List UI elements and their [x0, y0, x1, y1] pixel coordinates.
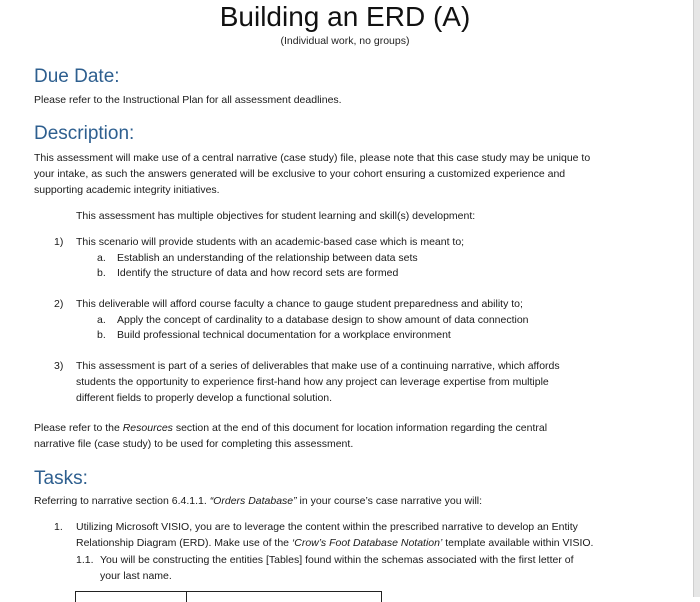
due-date-heading: Due Date:: [34, 66, 120, 87]
description-heading: Description:: [34, 123, 135, 144]
resources-text: Please refer to the: [34, 422, 123, 434]
task-text: [76, 535, 593, 551]
objectives-intro: This assessment has multiple objectives for student learning and skill(s) development:: [76, 210, 476, 222]
tasks-intro: [34, 493, 649, 509]
list-item-text: This deliverable will afford course faculty a chance to gauge student preparedness and ability to;: [76, 298, 523, 310]
resources-link-text: Resources: [122, 422, 173, 434]
sub-item-letter: b.: [97, 329, 106, 341]
sub-item-letter: a.: [97, 252, 106, 264]
description-line-3: supporting academic integrity initiatives.: [34, 184, 220, 196]
description-line-2: your intake, as such the answers generated will be exclusive to your cohort ensuring a customized experience and: [34, 168, 566, 180]
task-text-part: template available within VISIO.: [442, 537, 594, 549]
list-item-text: students the opportunity to experience first-hand how any project can leverage expertise from multiple: [76, 376, 549, 388]
resources-text: section at the end of this document for location information regarding the central: [172, 422, 548, 434]
sub-item-text: Apply the concept of cardinality to a database design to show amount of data connection: [117, 314, 529, 326]
task-text: Utilizing Microsoft VISIO, you are to leverage the content within the prescribed narrative to develop an Entity: [76, 521, 578, 533]
resources-line-2: narrative file (case study) to be used for completing this assessment.: [34, 438, 354, 450]
list-item-number: 3): [54, 360, 64, 372]
sub-item-letter: b.: [97, 267, 106, 279]
sub-item-letter: a.: [97, 314, 106, 326]
tasks-heading: Tasks:: [34, 468, 88, 489]
document-title: Building an ERD (A): [219, 1, 471, 32]
sub-item-text: Build professional technical documentation for a workplace environment: [117, 329, 451, 341]
task-text-part: Relationship Diagram (ERD). Make use of the: [76, 537, 292, 549]
document-subtitle: (Individual work, no groups): [280, 35, 410, 47]
tasks-intro-emphasis: “Orders Database”: [209, 495, 297, 507]
description-line-1: This assessment will make use of a central narrative (case study) file, please note that this case study may be unique to: [34, 152, 591, 164]
resources-paragraph: [34, 420, 649, 436]
subtask-text: your last name.: [100, 570, 172, 582]
task-text-emphasis: ‘Crow’s Foot Database Notation’: [291, 537, 443, 549]
list-item-text: This assessment is part of a series of deliverables that make use of a continuing narrative, which affords: [76, 360, 560, 372]
sub-item-text: Identify the structure of data and how record sets are formed: [117, 267, 399, 279]
tasks-intro-text: in your course’s case narrative you will:: [296, 495, 483, 507]
list-item-text: different fields to properly develop a functional solution.: [76, 392, 333, 404]
task-number: 1.: [54, 521, 63, 533]
due-date-text: Please refer to the Instructional Plan for all assessment deadlines.: [34, 94, 342, 106]
sub-item-text: Establish an understanding of the relationship between data sets: [117, 252, 418, 264]
subtask-number: 1.1.: [76, 554, 94, 566]
list-item-number: 2): [54, 298, 64, 310]
page-edge: [693, 0, 700, 597]
tasks-intro-text: Referring to narrative section 6.4.1.1.: [34, 495, 210, 507]
table-column-divider: [186, 592, 187, 602]
list-item-text: This scenario will provide students with an academic-based case which is meant to;: [76, 236, 465, 248]
subtask-text: You will be constructing the entities [Tables] found within the schemas associated with the first letter of: [100, 554, 574, 566]
list-item-number: 1): [54, 236, 64, 248]
